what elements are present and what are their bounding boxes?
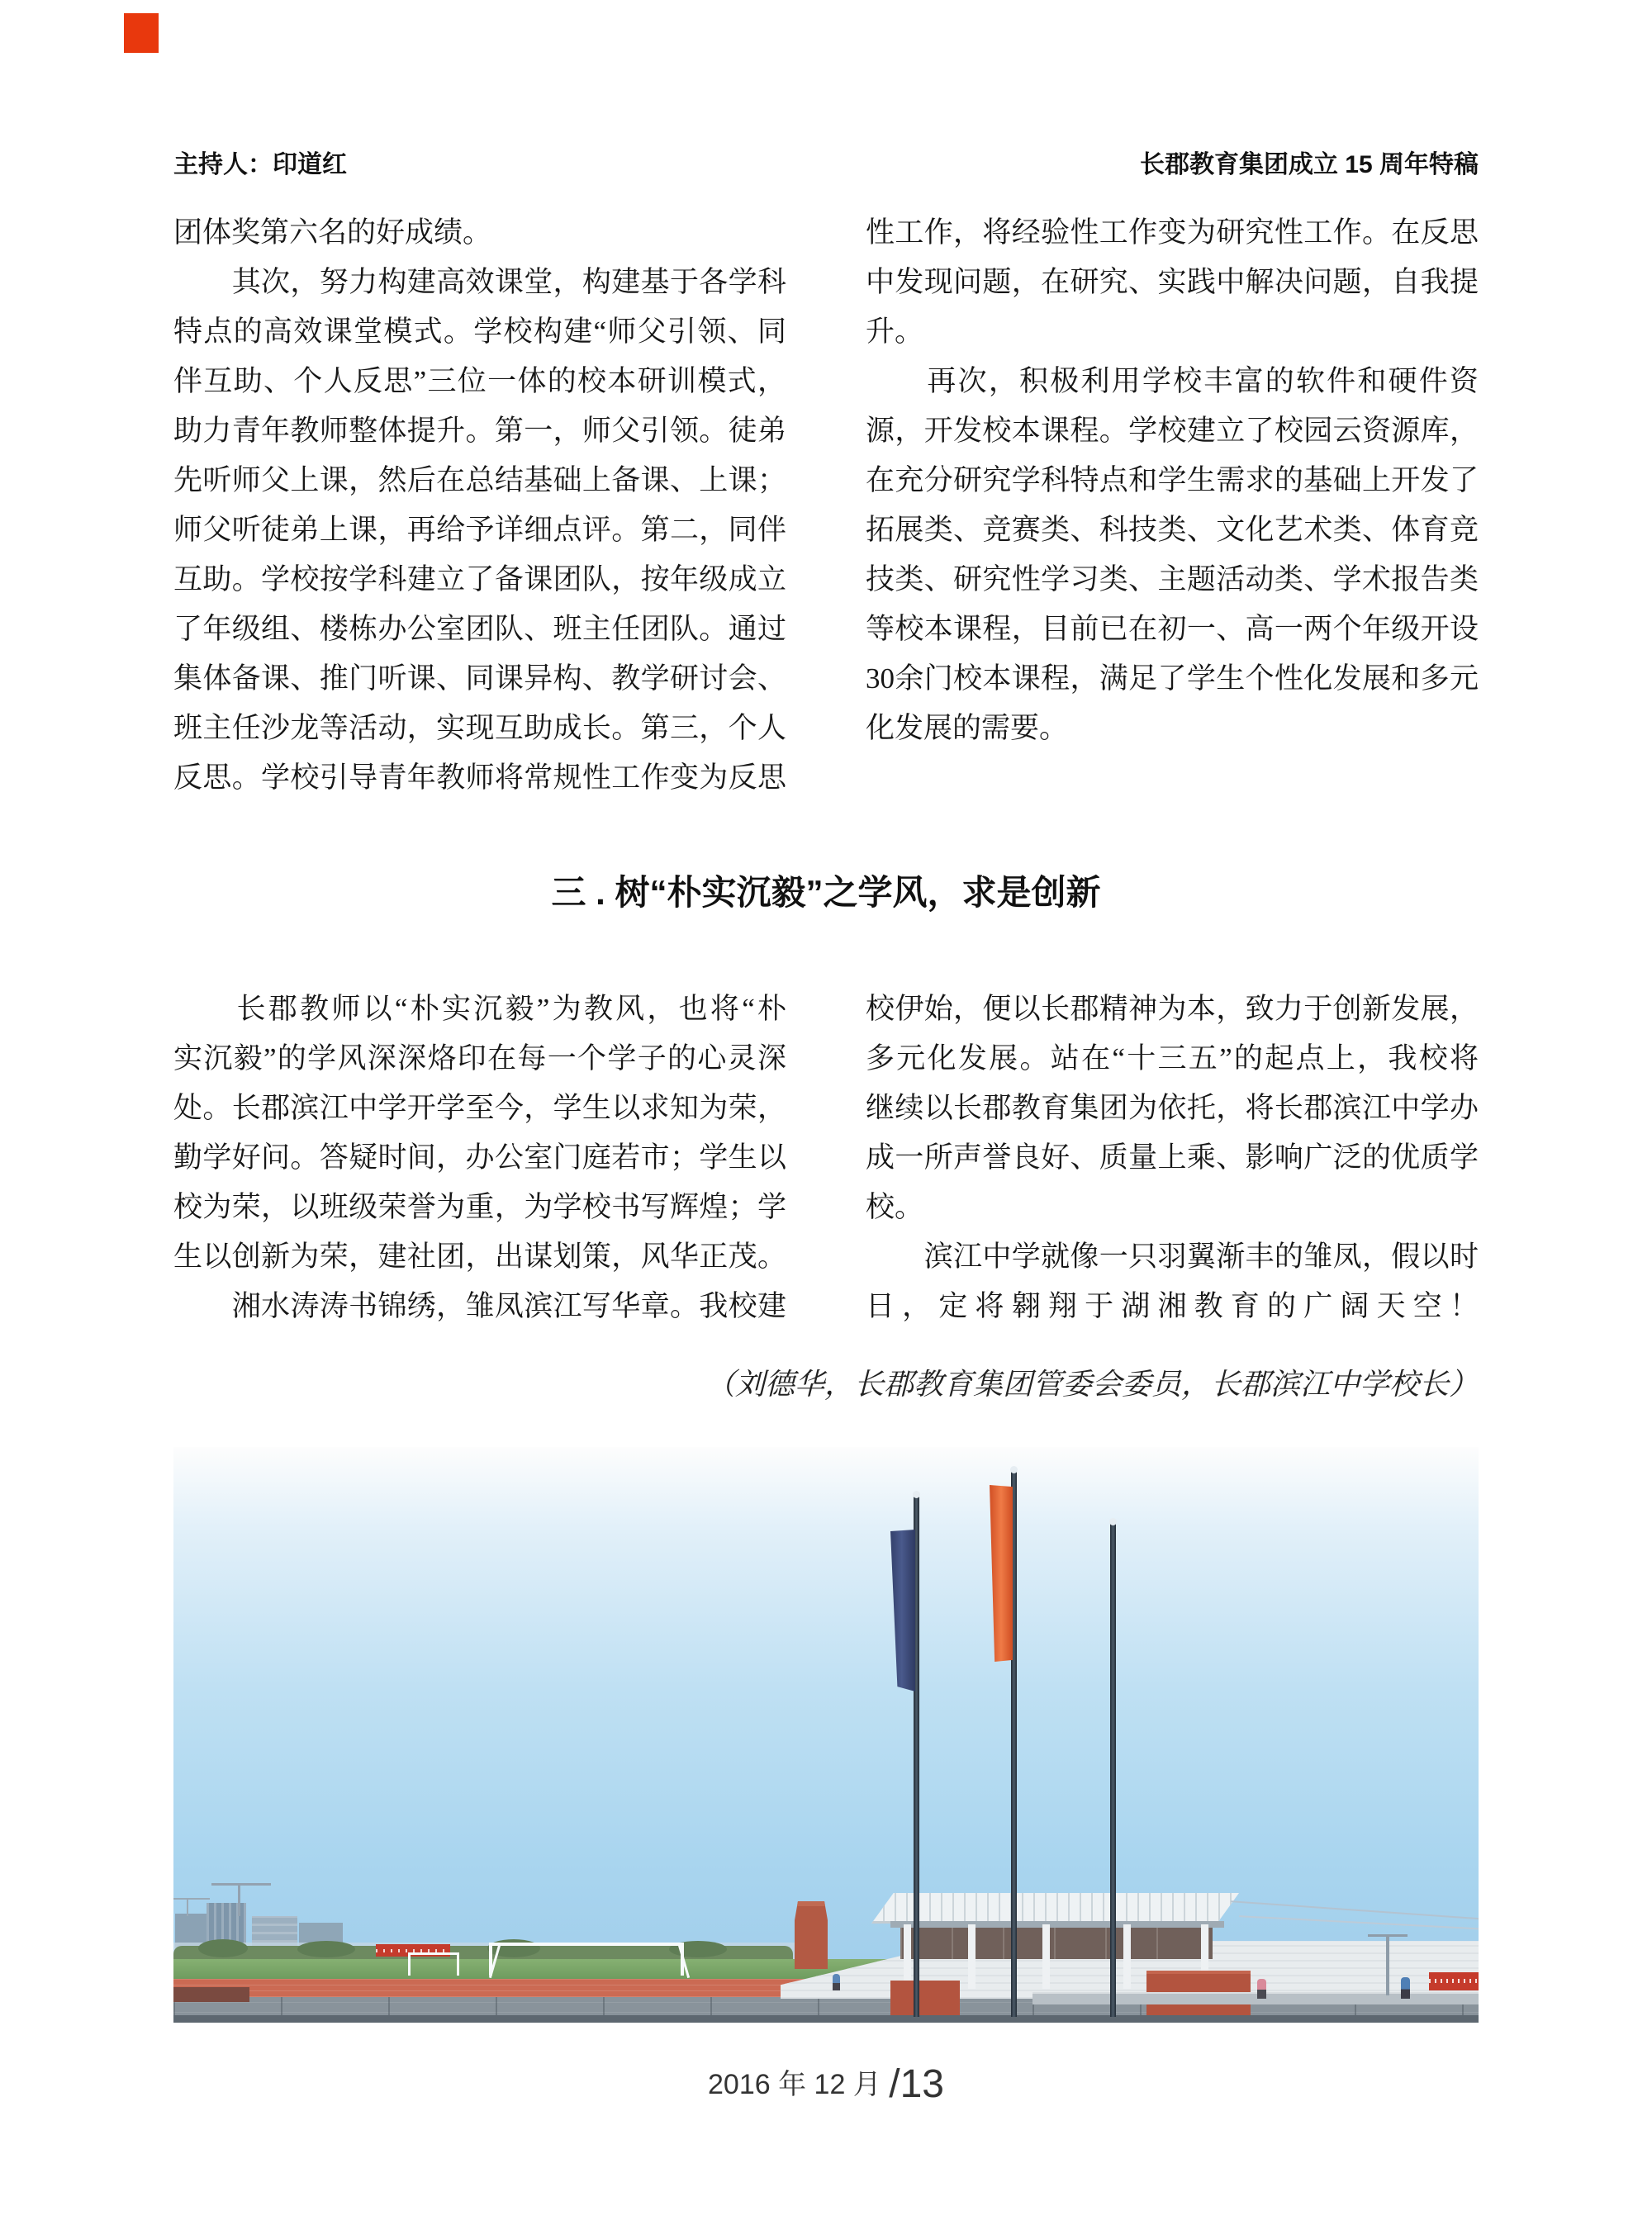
grandstand-wall bbox=[900, 1928, 1213, 1959]
brick-wall bbox=[890, 1981, 960, 2015]
text-line: 生以创新为荣，建社团，出谋划策，风华正茂。 bbox=[173, 1241, 786, 1273]
orange-flag bbox=[990, 1485, 1013, 1662]
text-line: 再次，积极利用学校丰富的软件和硬件资 bbox=[866, 365, 1479, 397]
text-line: 校为荣，以班级荣誉为重，为学校书写辉煌；学 bbox=[173, 1191, 786, 1223]
plaza-step bbox=[1032, 1992, 1479, 2004]
text-line: 互助。学校按学科建立了备课团队，按年级成立 bbox=[173, 563, 786, 595]
text-line: 校伊始，便以长郡精神为本，致力于创新发展， bbox=[866, 993, 1479, 1025]
text-line: 中发现问题，在研究、实践中解决问题，自我提 bbox=[866, 266, 1479, 298]
soccer-goal-small bbox=[457, 1952, 459, 1976]
text-line: 多元化发展。站在“十三五”的起点上，我校将 bbox=[866, 1042, 1479, 1075]
text-line: 30余门校本课程，满足了学生个性化发展和多元 bbox=[866, 662, 1479, 695]
text-line: 其次，努力构建高效课堂，构建基于各学科 bbox=[173, 266, 786, 298]
low-building bbox=[173, 1987, 249, 2002]
text-line: 拓展类、竞赛类、科技类、文化艺术类、体育竞 bbox=[866, 514, 1479, 546]
flagpole-finial bbox=[913, 1491, 920, 1498]
person bbox=[1257, 1979, 1266, 1999]
canopy-column bbox=[1123, 1924, 1131, 1989]
text-line: 团体奖第六名的好成绩。 bbox=[173, 216, 492, 249]
text-line: 实沉毅”的学风深深烙印在每一个学子的心灵深 bbox=[173, 1042, 786, 1075]
text-line: 反思。学校引导青年教师将常规性工作变为反思 bbox=[173, 761, 786, 794]
text-line: 源，开发校本课程。学校建立了校园云资源库， bbox=[866, 415, 1479, 447]
section2-left-column bbox=[173, 984, 786, 1331]
flagpole-finial bbox=[1010, 1466, 1018, 1473]
street-lamp-icon bbox=[1368, 1934, 1408, 1937]
text-line: 技类、研究性学习类、主题活动类、学术报告类 bbox=[866, 563, 1479, 595]
tower-crane-icon bbox=[187, 1898, 188, 1916]
corner-red-square bbox=[124, 13, 159, 53]
page-footer bbox=[0, 2061, 1652, 2107]
footer-date: 2016 年 12 月 bbox=[708, 2069, 890, 2100]
text-line: 成一所声誉良好、质量上乘、影响广泛的优质学 bbox=[866, 1141, 1479, 1174]
text-line: 在充分研究学科特点和学生需求的基础上开发了 bbox=[866, 464, 1479, 496]
text-line: 了年级组、楼栋办公室团队、班主任团队。通过 bbox=[173, 613, 786, 645]
plaza-edge bbox=[173, 2015, 1479, 2023]
text-line: 升。 bbox=[866, 315, 924, 348]
text-line: 特点的高效课堂模式。学校构建“师父引领、同 bbox=[173, 315, 786, 348]
text-line: 勤学好问。答疑时间，办公室门庭若市；学生以 bbox=[173, 1141, 786, 1174]
tower-crane-icon bbox=[238, 1883, 240, 1916]
text-line: 性工作，将经验性工作变为研究性工作。在反思 bbox=[866, 216, 1479, 249]
soccer-goal-small bbox=[408, 1952, 411, 1976]
text-line: 日，定将翱翔于湖湘教育的广阔天空！ bbox=[866, 1290, 1479, 1322]
text-line: 滨江中学就像一只羽翼渐丰的雏凤，假以时 bbox=[866, 1241, 1479, 1273]
soccer-goal-small bbox=[408, 1952, 459, 1955]
power-line bbox=[1239, 1915, 1479, 1930]
brick-tower bbox=[795, 1901, 828, 1969]
header-feature-title: 长郡教育集团成立 15 周年特稿 bbox=[1139, 151, 1479, 178]
text-line: 先听师父上课，然后在总结基础上备课、上课； bbox=[173, 464, 786, 496]
blue-flag bbox=[890, 1530, 915, 1691]
person bbox=[833, 1974, 840, 1990]
flagpole bbox=[1110, 1524, 1116, 2017]
canopy-column bbox=[968, 1924, 976, 1989]
red-banner-sign bbox=[1429, 1972, 1479, 1990]
text-line: 师父听徒弟上课，再给予详细点评。第二，同伴 bbox=[173, 514, 786, 546]
street-lamp-icon bbox=[1386, 1936, 1389, 1995]
tower-crane-icon bbox=[211, 1883, 271, 1886]
stadium-photo bbox=[173, 1447, 1479, 2023]
flagpole-finial bbox=[1109, 1518, 1117, 1525]
canopy-column bbox=[904, 1924, 911, 1989]
text-line: 化发展的需要。 bbox=[866, 712, 1069, 744]
text-line: 继续以长郡教育集团为依托，将长郡滨江中学办 bbox=[866, 1092, 1479, 1124]
grandstand-canopy bbox=[871, 1893, 1239, 1924]
person bbox=[1401, 1977, 1410, 1999]
text-line: 集体备课、推门听课、同课异构、教学研讨会、 bbox=[173, 662, 786, 695]
text-line: 等校本课程，目前已在初一、高一两个年级开设 bbox=[866, 613, 1479, 645]
author-attribution: （刘德华，长郡教育集团管委会委员，长郡滨江中学校长） bbox=[705, 1368, 1479, 1401]
section1-left-column bbox=[173, 208, 786, 803]
text-line: 助力青年教师整体提升。第一，师父引领。徒弟 bbox=[173, 415, 786, 447]
bush bbox=[297, 1941, 355, 1957]
grandstand-canopy bbox=[890, 1921, 1224, 1928]
section-heading: 三 . 树“朴实沉毅”之学风，求是创新 bbox=[551, 873, 1101, 912]
text-line: 湘水涛涛书锦绣，雏凤滨江写华章。我校建 bbox=[173, 1290, 786, 1322]
canopy-column bbox=[1042, 1924, 1050, 1989]
text-line: 长郡教师以“朴实沉毅”为教风，也将“朴 bbox=[173, 993, 786, 1025]
header-presenter: 主持人：印道红 bbox=[173, 151, 347, 178]
footer-page-number: /13 bbox=[889, 2062, 944, 2106]
soccer-goal bbox=[489, 1943, 684, 1946]
text-line: 校。 bbox=[866, 1191, 924, 1223]
text-line: 处。长郡滨江中学开学至今，学生以求知为荣， bbox=[173, 1092, 786, 1124]
section1-right-column bbox=[866, 208, 1479, 753]
section2-right-column bbox=[866, 984, 1479, 1331]
bush bbox=[198, 1939, 248, 1957]
tower-crane-icon bbox=[173, 1898, 210, 1900]
text-line: 班主任沙龙等活动，实现互助成长。第三，个人 bbox=[173, 712, 786, 744]
text-line: 伴互助、个人反思”三位一体的校本研训模式， bbox=[173, 365, 786, 397]
